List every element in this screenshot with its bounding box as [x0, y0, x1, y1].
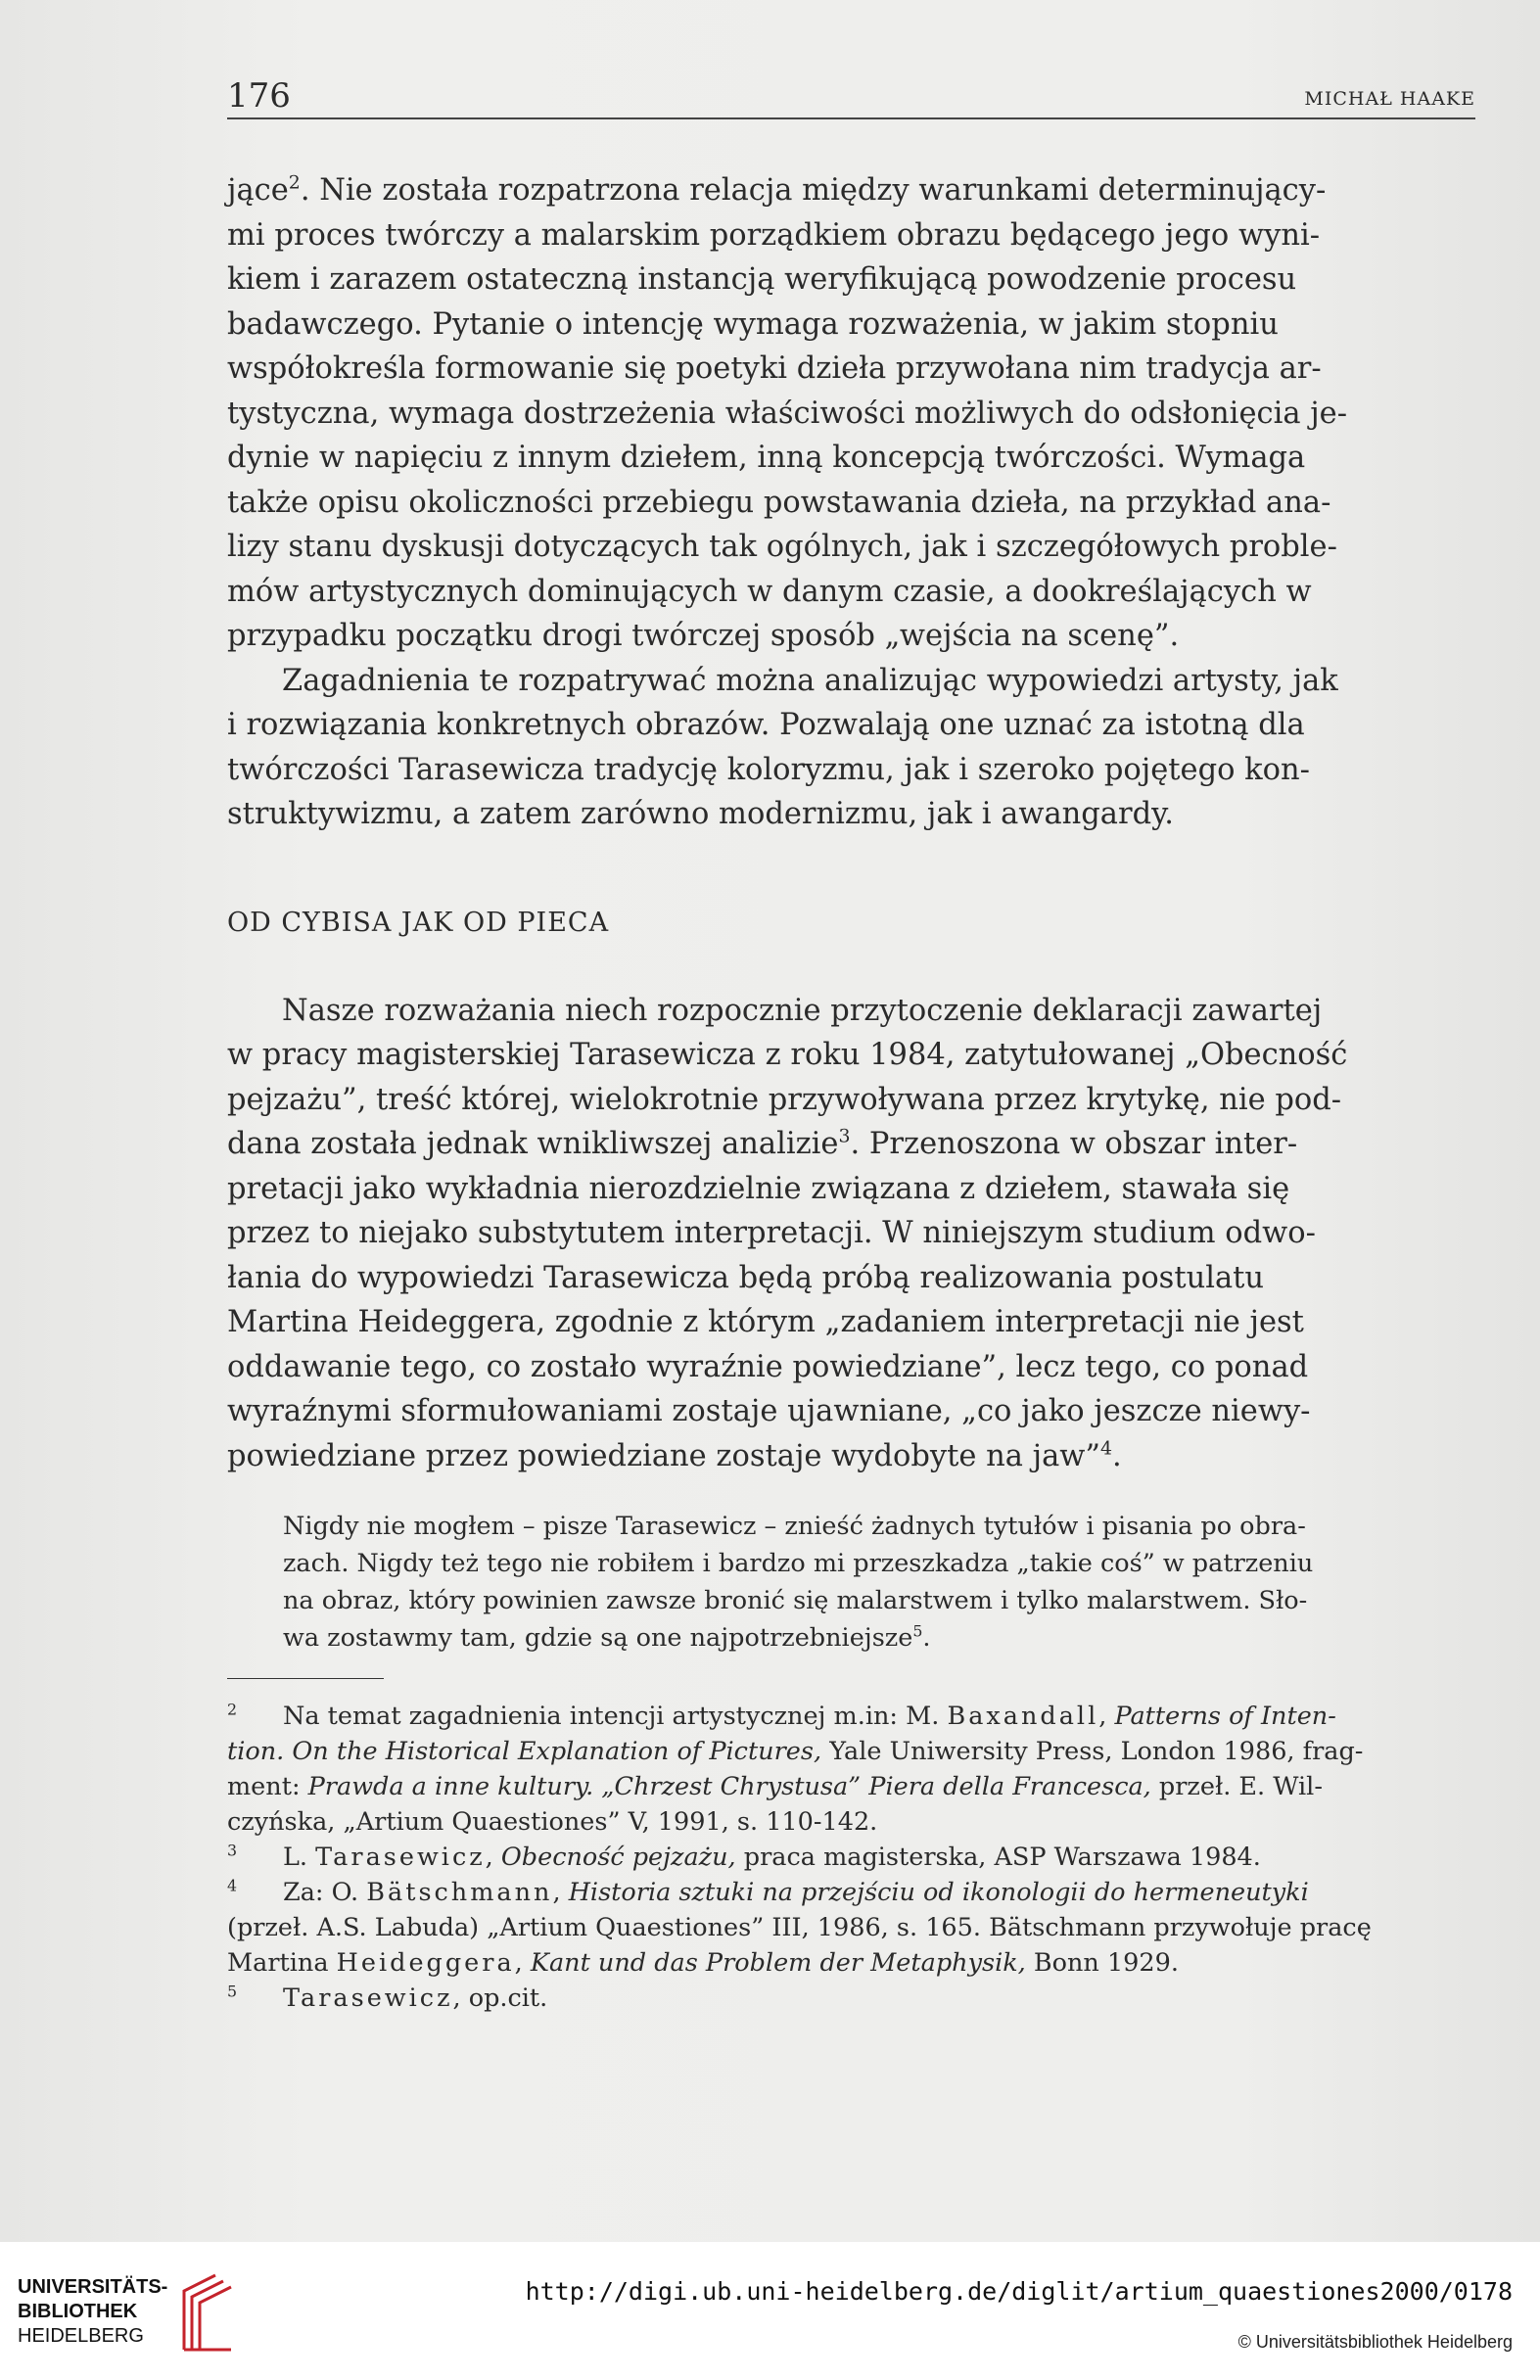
copyright-notice: © Universitätsbibliothek Heidelberg	[1237, 2332, 1513, 2352]
section-heading: OD CYBISA JAK OD PIECA	[227, 907, 610, 938]
footnote-ref-5: 5	[912, 1621, 923, 1641]
block-quote: Nigdy nie mogłem – pisze Tarasewicz – znieść żadnych tytułów i pisania po obra- zach. Nigdy też tego nie robiłem i bardzo mi przeszkadza „takie coś” w patrzeniu na obraz, który powinien zawsze bronić się malarstwem i tylko malarstwem. Sło- wa zostawmy tam, gdzie są one najpotrzebniejsze$^5$.	[283, 1512, 1314, 1653]
page-body	[227, 168, 1475, 2016]
library-footer	[0, 2242, 1540, 2380]
paragraph-1: jące$^2$. Nie została rozpatrzona relacja między warunkami determinujący- mi proces twórczy a malarskim porządkiem obrazu będącego jego wyni- kiem i zarazem ostateczną instancją weryfikującą powodzenie procesu badawczego. Pytanie o intencję wymaga rozważenia, w jakim stopniu współokreśla formowanie się poetyki dzieła przywołana nim tradycja ar- tystyczna, wymaga dostrzeżenia właściwości możliwych do odsłonięcia je- dynie w napięciu z innym dziełem, inną koncepcją twórczości. Wymaga także opisu okoliczności przebiegu powstawania dzieła, na przykład ana- lizy stanu dyskusji dotyczących tak ogólnych, jak i szczegółowych proble- mów artystycznych dominujących w danym czasie, a dookreślających w przypadku początku drogi twórczej sposób „wejścia na scenę”.	[227, 171, 1348, 653]
paragraph-2: Zagadnienia te rozpatrywać można analizując wypowiedzi artysty, jak i rozwiązania konkretnych obrazów. Pozwalają one uznać za istotną dla twórczości Tarasewicza tradycję koloryzmu, jak i szeroko pojętego kon- struktywizmu, a zatem zarówno modernizmu, jak i awangardy.	[227, 663, 1338, 831]
footnote-ref-4: 4	[1100, 1437, 1113, 1460]
footnote-ref-2: 2	[288, 171, 301, 194]
header-rule	[227, 117, 1475, 119]
paragraph-3: Nasze rozważania niech rozpocznie przytoczenie deklaracji zawartej w pracy magisterskiej Tarasewicza z roku 1984, zatytułowanej „Obecność pejzażu”, treść której, wielokrotnie przywoływana przez krytykę, nie pod- dana została jednak wnikliwszej analizie$^3$. Przenoszona w obszar inter- pretacji jako wykładnia nierozdzielnie związana z dziełem, stawała się przez to niejako substytutem interpretacji. W niniejszym studium odwo- łania do wypowiedzi Tarasewicza będą próbą realizowania postulatu Martina Heideggera, zgodnie z którym „zadaniem interpretacji nie jest oddawanie tego, co zostało wyraźnie powiedziane”, lecz tego, co ponad wyraźnymi sformułowaniami zostaje ujawniane, „co jako jeszcze niewy- powiedziane przez powiedziane zostaje wydobyte na jaw”$^4$.	[227, 993, 1348, 1473]
library-emblem-icon	[176, 2271, 235, 2354]
footnote-4: $^4$ Za: O. Bätschmann, Historia sztuki na przejściu od ikonologii do hermeneutyki (przeł. A.S. Labuda) „Artium Quaestiones” III, 1986, s. 165. Bätschmann przywołuje pracę Martina Heideggera, Kant und das Problem der Metaphysik, Bonn 1929.	[227, 1876, 1372, 1978]
page-number: 176	[227, 76, 291, 116]
footnote-ref-3: 3	[838, 1125, 851, 1147]
footnote-3: $^3$ L. Tarasewicz, Obecność pejzażu, praca magisterska, ASP Warszawa 1984.	[227, 1841, 1261, 1872]
footnote-5: $^5$ Tarasewicz, op.cit.	[227, 1982, 548, 2013]
footnote-2: $^2$ Na temat zagadnienia intencji artystycznej m.in: M. Baxandall, Patterns of Inten- tion. On the Historical Explanation of Pictures, Yale Uniwersity Press, London 1986, frag- ment: Prawda a inne kultury. „Chrzest Chrystusa” Piera della Francesca, przeł. E. Wil- czyńska, „Artium Quaestiones” V, 1991, s. 110-142.	[227, 1700, 1364, 1837]
running-author: MICHAŁ HAAKE	[1304, 88, 1475, 110]
permalink-url[interactable]: http://digi.ub.uni-heidelberg.de/diglit/artium_quaestiones2000/0178	[525, 2277, 1513, 2306]
footnote-rule	[227, 1678, 384, 1679]
running-header	[227, 69, 1475, 119]
library-logo: UNIVERSITÄTS- BIBLIOTHEK HEIDELBERG	[18, 2271, 243, 2359]
